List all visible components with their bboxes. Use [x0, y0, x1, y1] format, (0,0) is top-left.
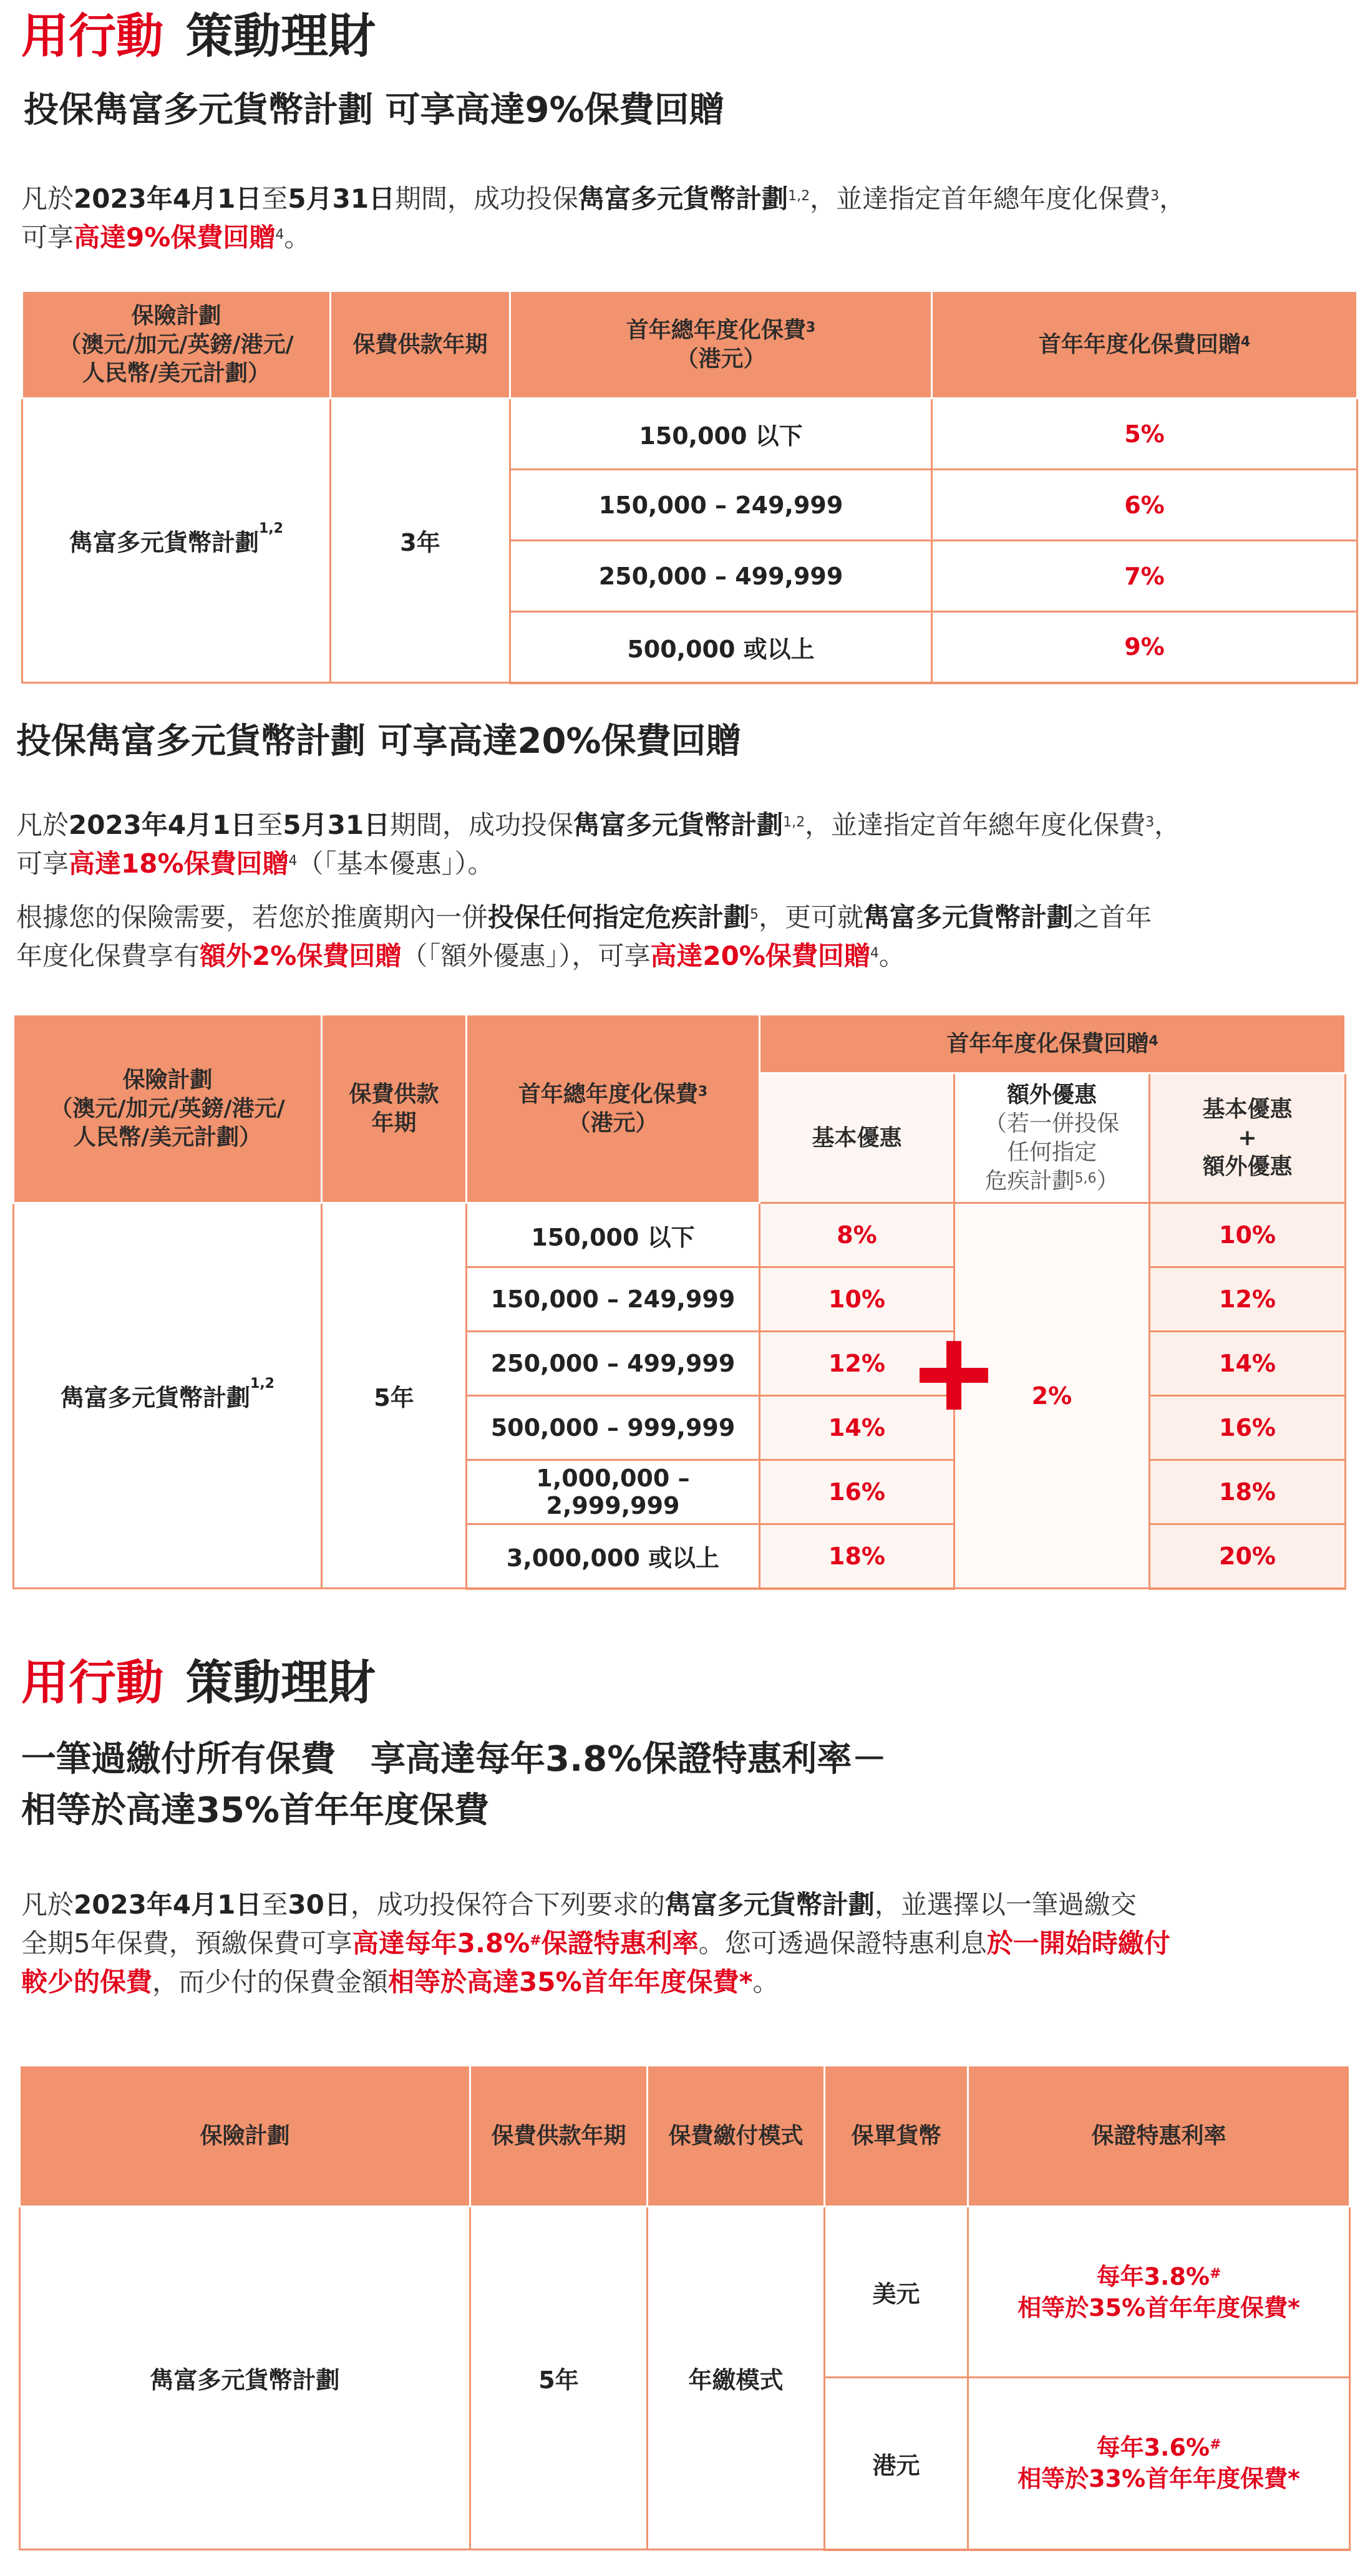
- header-text: 年期: [371, 1110, 417, 1136]
- header-basic: 基本優惠: [760, 1073, 954, 1203]
- header-text: 額外優惠: [1006, 1082, 1097, 1108]
- text: 可享: [16, 848, 69, 879]
- date-text: 2023年4月1日: [69, 810, 257, 840]
- footnote-ref: 4: [288, 853, 298, 869]
- premium-cell: 150,000 以下: [467, 1203, 760, 1267]
- rebate-cell: 7%: [932, 541, 1358, 612]
- text: 之首年: [1073, 902, 1152, 932]
- premium-cell: 150,000 – 249,999: [467, 1267, 760, 1332]
- section-2-paragraph-1: [16, 806, 1339, 883]
- currency-cell: 美元: [825, 2207, 968, 2378]
- footnote-ref: 3: [1145, 815, 1155, 830]
- date-text: 5月31日: [288, 183, 396, 214]
- header-total: [1150, 1073, 1346, 1203]
- highlight-text: 額外2%保費回贈: [200, 941, 402, 971]
- footnote-ref: 1,2: [250, 1376, 274, 1392]
- guaranteed-rate-table: [19, 2065, 1351, 2551]
- header-text: （澳元/加元/英鎊/港元/: [50, 1095, 285, 1121]
- text: 期間，成功投保: [395, 183, 579, 214]
- header-term: 保費供款年期: [470, 2066, 648, 2207]
- footnote-ref: 1,2: [783, 815, 805, 830]
- text: 凡於: [21, 183, 74, 214]
- premium-cell: 250,000 – 499,999: [467, 1332, 760, 1396]
- header-text: ）: [1096, 1168, 1119, 1194]
- basic-rebate-cell: 14%: [760, 1396, 954, 1460]
- text: 。: [752, 1967, 779, 1997]
- footnote-ref: *: [739, 1967, 753, 1997]
- rate-text: 每年3.8%: [1096, 2262, 1210, 2290]
- text: ，: [1154, 810, 1181, 840]
- plan-name-text: 雋富多元貨幣計劃: [664, 1889, 875, 1920]
- rate-text: 相等於35%首年年度保費: [1018, 2293, 1288, 2322]
- premium-cell: 150,000 – 249,999: [510, 470, 932, 541]
- date-text: 2023年4月1日: [74, 1889, 262, 1920]
- rebate-cell: 5%: [932, 399, 1358, 470]
- rate-cell: [968, 2207, 1350, 2378]
- header-text: 首年總年度化保費: [626, 317, 806, 343]
- header-rebate: [932, 291, 1358, 399]
- section-2-subheading: 投保雋富多元貨幣計劃 可享高達20%保費回贈: [16, 721, 741, 762]
- text: 。: [878, 941, 905, 971]
- section-1-subheading: 投保雋富多元貨幣計劃 可享高達9%保費回贈: [24, 90, 724, 130]
- text: 凡於: [16, 810, 69, 840]
- text: ，: [1159, 183, 1186, 214]
- text: ，並達指定首年總年度化保費: [810, 183, 1151, 214]
- header-extra: [954, 1073, 1150, 1203]
- highlight-text: 保證特惠利率: [541, 1928, 699, 1959]
- text: ，成功投保符合下列要求的: [350, 1889, 665, 1920]
- section-1-heading: [21, 8, 376, 64]
- footnote-ref: #: [1209, 2265, 1222, 2282]
- section-3-paragraph: [21, 1886, 1350, 2002]
- footnote-ref: #: [1209, 2437, 1222, 2453]
- text: 凡於: [21, 1889, 74, 1920]
- total-rebate-cell: 10%: [1150, 1203, 1346, 1267]
- premium-cell: 500,000 – 999,999: [467, 1396, 760, 1460]
- rebate-table-5yr: [12, 1014, 1346, 1590]
- header-text: （澳元/加元/英鎊/港元/: [59, 331, 294, 357]
- subheading-line: 相等於高達35%首年年度保費: [21, 1790, 490, 1831]
- header-text: 額外優惠: [1202, 1153, 1293, 1179]
- plan-name-text: 雋富多元貨幣計劃: [573, 810, 784, 840]
- plus-icon-bar-v: [946, 1341, 961, 1410]
- heading-red: 用行動: [21, 1655, 163, 1710]
- footnote-ref: 3: [1150, 188, 1160, 204]
- text: 根據您的保險需要，若您於推廣期內一併: [16, 902, 488, 932]
- highlight-text: 高達9%保費回贈: [74, 222, 276, 253]
- header-text: 人民幣/美元計劃）: [82, 360, 271, 386]
- header-rate: 保證特惠利率: [968, 2066, 1350, 2207]
- date-text: 2023年4月1日: [74, 183, 262, 214]
- header-plan: [22, 291, 331, 399]
- footnote-ref: 1,2: [259, 521, 283, 536]
- header-term: 保費供款年期: [331, 291, 510, 399]
- premium-cell: 150,000 以下: [510, 399, 932, 470]
- highlight-text: 較少的保費: [21, 1967, 153, 1997]
- header-text: （港元）: [568, 1110, 658, 1136]
- header-text: 危疾計劃: [984, 1168, 1075, 1194]
- heading-black: 策動理財: [186, 8, 376, 64]
- plan-name: 雋富多元貨幣計劃: [61, 1384, 251, 1411]
- total-rebate-cell: 20%: [1150, 1524, 1346, 1589]
- header-text: 保費供款: [349, 1081, 439, 1107]
- header-text: 人民幣/美元計劃）: [73, 1124, 262, 1150]
- rate-text: 每年3.6%: [1096, 2434, 1210, 2462]
- total-rebate-cell: 18%: [1150, 1460, 1346, 1524]
- section-3-subheading: [21, 1734, 886, 1836]
- plan-name-text: 雋富多元貨幣計劃: [578, 183, 789, 214]
- text: 年度化保費享有: [16, 941, 200, 971]
- total-rebate-cell: 14%: [1150, 1332, 1346, 1396]
- header-term: [322, 1015, 467, 1203]
- plan-cell: [22, 399, 331, 683]
- header-plan: [14, 1015, 322, 1203]
- text: （「額外優惠」），可享: [401, 941, 651, 971]
- header-premium: [510, 291, 932, 399]
- header-text: 任何指定: [1006, 1139, 1097, 1165]
- header-rebate: [760, 1015, 1346, 1073]
- mode-cell: 年繳模式: [648, 2207, 825, 2550]
- section-3-heading: [21, 1655, 376, 1710]
- header-text: 首年年度化保費回贈: [946, 1030, 1149, 1057]
- header-plan: 保險計劃: [20, 2066, 470, 2207]
- basic-rebate-cell: 8%: [760, 1203, 954, 1267]
- premium-cell: 1,000,000 – 2,999,999: [467, 1460, 760, 1524]
- currency-cell: 港元: [825, 2378, 968, 2550]
- footnote-ref: 5,6: [1074, 1170, 1097, 1186]
- header-text: 保險計劃: [122, 1067, 213, 1093]
- footnote-ref: 1,2: [788, 188, 810, 204]
- rebate-table-3yr: [21, 290, 1358, 684]
- text: 期間，成功投保: [390, 810, 574, 840]
- header-text: （若一併投保: [984, 1110, 1119, 1136]
- highlight-text: 於一開始時繳付: [986, 1928, 1170, 1959]
- footnote-ref: *: [1288, 2465, 1300, 2493]
- premium-cell: 250,000 – 499,999: [510, 541, 932, 612]
- term-cell: 3年: [331, 399, 510, 683]
- subheading-line: 一筆過繳付所有保費 享高達每年3.8%保證特惠利率－: [21, 1739, 887, 1779]
- plan-name: 雋富多元貨幣計劃: [69, 529, 260, 556]
- plan-cell: [14, 1203, 322, 1589]
- text: 全期5年保費，預繳保費可享: [21, 1928, 352, 1959]
- text: 至: [261, 183, 288, 214]
- table-row: [14, 1203, 1346, 1267]
- premium-cell: 3,000,000 或以上: [467, 1524, 760, 1589]
- footnote-ref: *: [1288, 2293, 1300, 2322]
- bold-text: 投保任何指定危疾計劃: [488, 902, 750, 932]
- heading-red: 用行動: [21, 8, 163, 64]
- footnote-ref: 4: [1149, 1033, 1158, 1049]
- plan-cell: 雋富多元貨幣計劃: [20, 2207, 470, 2550]
- text: 至: [256, 810, 283, 840]
- heading-black: 策動理財: [186, 1655, 376, 1710]
- total-rebate-cell: 12%: [1150, 1267, 1346, 1332]
- text: ，更可就: [759, 902, 864, 932]
- section-2-paragraph-2: [16, 898, 1351, 976]
- extra-rebate-cell: 2%: [954, 1203, 1150, 1589]
- basic-rebate-cell: 18%: [760, 1524, 954, 1589]
- term-cell: 5年: [470, 2207, 648, 2550]
- footnote-ref: #: [530, 1933, 542, 1949]
- header-premium: [467, 1015, 760, 1203]
- text: 至: [261, 1889, 288, 1920]
- plan-name-text: 雋富多元貨幣計劃: [863, 902, 1074, 932]
- header-text: 首年年度化保費回贈: [1038, 331, 1241, 357]
- footnote-ref: 3: [805, 319, 816, 336]
- term-cell: 5年: [322, 1203, 467, 1589]
- header-text: 首年總年度化保費: [518, 1081, 698, 1107]
- section-1-paragraph: [21, 180, 1338, 257]
- highlight-text: 高達20%保費回贈: [650, 941, 870, 971]
- total-rebate-cell: 16%: [1150, 1396, 1346, 1460]
- footnote-ref: 3: [697, 1083, 708, 1100]
- table-row: [22, 399, 1358, 470]
- basic-rebate-cell: 12%: [760, 1332, 954, 1396]
- rebate-cell: 6%: [932, 470, 1358, 541]
- table-row: [20, 2207, 1350, 2378]
- text: 。: [284, 222, 311, 253]
- highlight-text: 相等於高達35%首年年度保費: [388, 1967, 739, 1997]
- rate-cell: [968, 2378, 1350, 2550]
- basic-rebate-cell: 10%: [760, 1267, 954, 1332]
- header-text: 保險計劃: [131, 303, 221, 329]
- text: 。您可透過保證特惠利息: [698, 1928, 987, 1959]
- footnote-ref: 5: [750, 907, 759, 922]
- header-text: （港元）: [676, 346, 766, 372]
- text: （「基本優惠」）。: [297, 848, 494, 879]
- header-text: 基本優惠: [1202, 1096, 1293, 1122]
- highlight-text: 高達每年3.8%: [352, 1928, 530, 1959]
- text: ，並選擇以一筆過繳交: [874, 1889, 1137, 1920]
- header-mode: 保費繳付模式: [648, 2066, 825, 2207]
- text: ，並達指定首年總年度化保費: [805, 810, 1146, 840]
- footnote-ref: 4: [1240, 334, 1251, 350]
- rebate-cell: 9%: [932, 612, 1358, 683]
- premium-cell: 500,000 或以上: [510, 612, 932, 683]
- highlight-text: 高達18%保費回贈: [69, 848, 289, 879]
- date-text: 30日: [288, 1889, 351, 1920]
- footnote-ref: 4: [870, 946, 879, 961]
- header-currency: 保單貨幣: [825, 2066, 968, 2207]
- header-text: +: [1238, 1125, 1257, 1151]
- date-text: 5月31日: [283, 810, 391, 840]
- text: ，而少付的保費金額: [152, 1967, 389, 1997]
- rate-text: 相等於33%首年年度保費: [1018, 2465, 1288, 2493]
- footnote-ref: 4: [275, 227, 284, 243]
- text: 可享: [21, 222, 74, 253]
- basic-rebate-cell: 16%: [760, 1460, 954, 1524]
